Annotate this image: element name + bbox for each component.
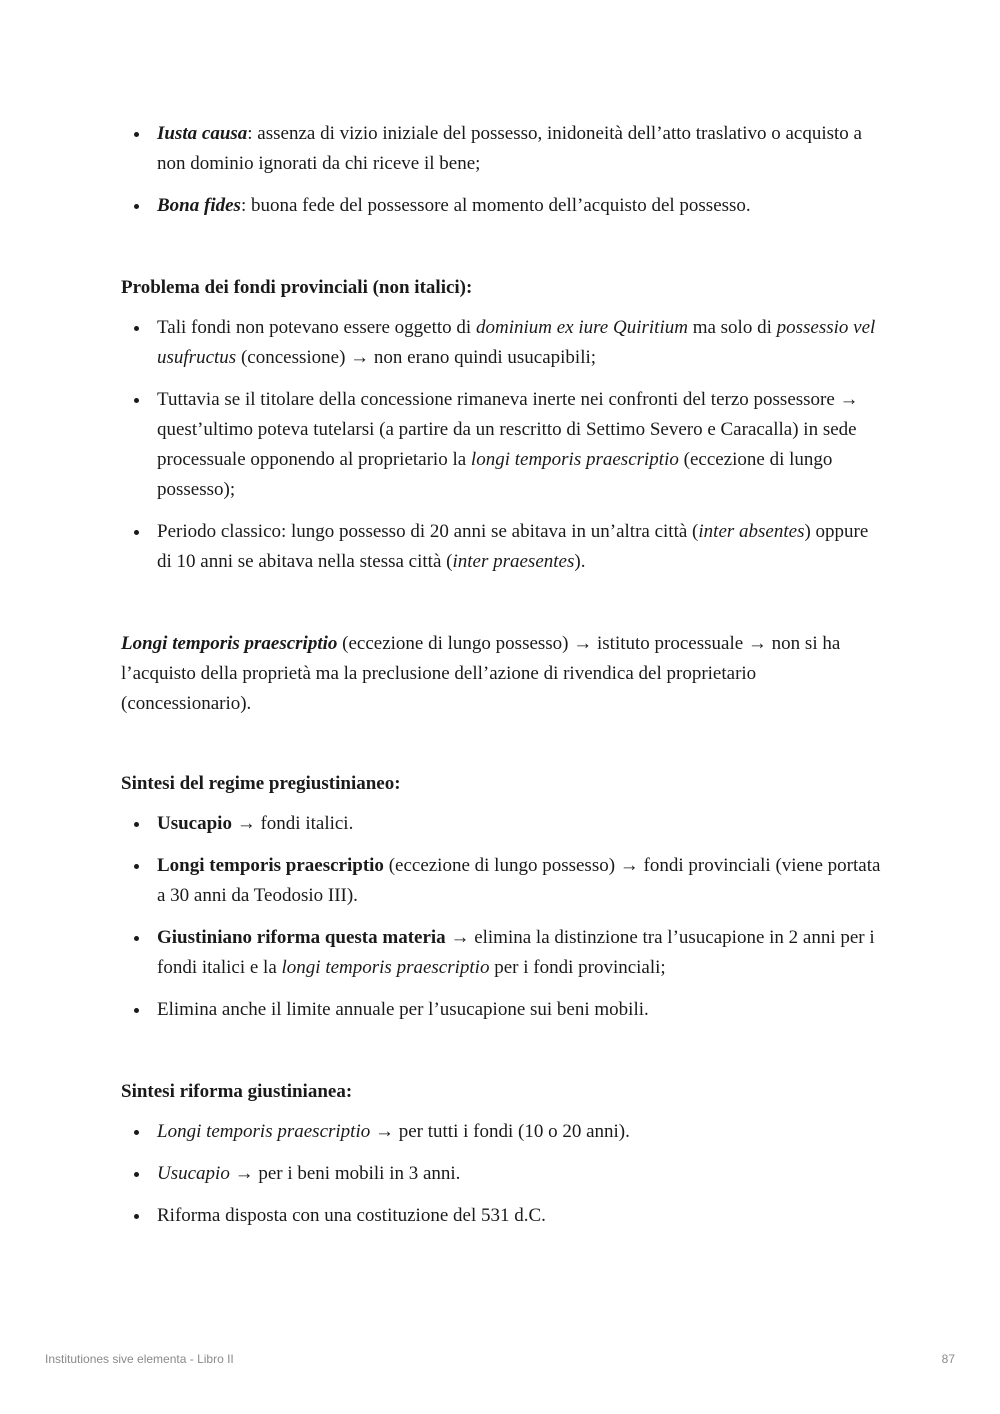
section-heading: Sintesi del regime pregiustinianeo:: [121, 773, 401, 794]
list-item: Longi temporis praescriptio (eccezione di lungo possesso) → fondi provinciali (viene portata a 30 anni da Teodosio III).: [121, 851, 881, 911]
list-item: Tuttavia se il titolare della concessione rimaneva inerte nei confronti del terzo possessore → quest’ultimo poteva tutelarsi (a partire da un rescritto di Settimo Severo e Caracalla) in sede processuale opponendo al proprietario la longi temporis praescriptio (eccezione di lungo possesso);: [121, 385, 881, 505]
list-item: Usucapio → fondi italici.: [121, 809, 881, 839]
body-paragraph: Longi temporis praescriptio (eccezione di lungo possesso) → istituto processuale → non si ha l’acquisto della proprietà ma la preclusione dell’azione di rivendica del proprietario (concessionario).: [121, 633, 841, 714]
footer-title: Institutiones sive elementa - Libro II: [45, 1352, 234, 1366]
page-number: 87: [941, 1352, 955, 1366]
term-bold-italic: Iusta causa: [157, 123, 248, 144]
section-heading: Problema dei fondi provinciali (non italici):: [121, 277, 473, 298]
list-item: Tali fondi non potevano essere oggetto di dominium ex iure Quiritium ma solo di possessio vel usufructus (concessione) → non erano quindi usucapibili;: [121, 313, 881, 373]
list-item: Usucapio → per i beni mobili in 3 anni.: [121, 1159, 881, 1189]
list-item: Iusta causa: assenza di vizio iniziale del possesso, inidoneità dell’atto traslativo o acquisto a non dominio ignorati da chi riceve il bene;: [121, 119, 881, 179]
section-heading: Sintesi riforma giustinianea:: [121, 1081, 353, 1102]
list-item: Longi temporis praescriptio → per tutti i fondi (10 o 20 anni).: [121, 1117, 881, 1147]
list-item: Periodo classico: lungo possesso di 20 anni se abitava in un’altra città (inter absentes) oppure di 10 anni se abitava nella stessa città (inter praesentes).: [121, 517, 881, 577]
list-item: Elimina anche il limite annuale per l’usucapione sui beni mobili.: [121, 995, 881, 1025]
list-item: Bona fides: buona fede del possessore al momento dell’acquisto del possesso.: [121, 191, 881, 221]
regime-pregiustinianeo-list: [121, 809, 881, 1025]
page-content: [121, 119, 881, 1243]
fondi-provinciali-list: [121, 313, 881, 577]
list-item: Giustiniano riforma questa materia → elimina la distinzione tra l’usucapione in 2 anni per i fondi italici e la longi temporis praescriptio per i fondi provinciali;: [121, 923, 881, 983]
list-item: Riforma disposta con una costituzione del 531 d.C.: [121, 1201, 881, 1231]
riforma-giustinianea-list: [121, 1117, 881, 1231]
term-bold-italic: Bona fides: [157, 195, 241, 216]
requisiti-list: [121, 119, 881, 221]
